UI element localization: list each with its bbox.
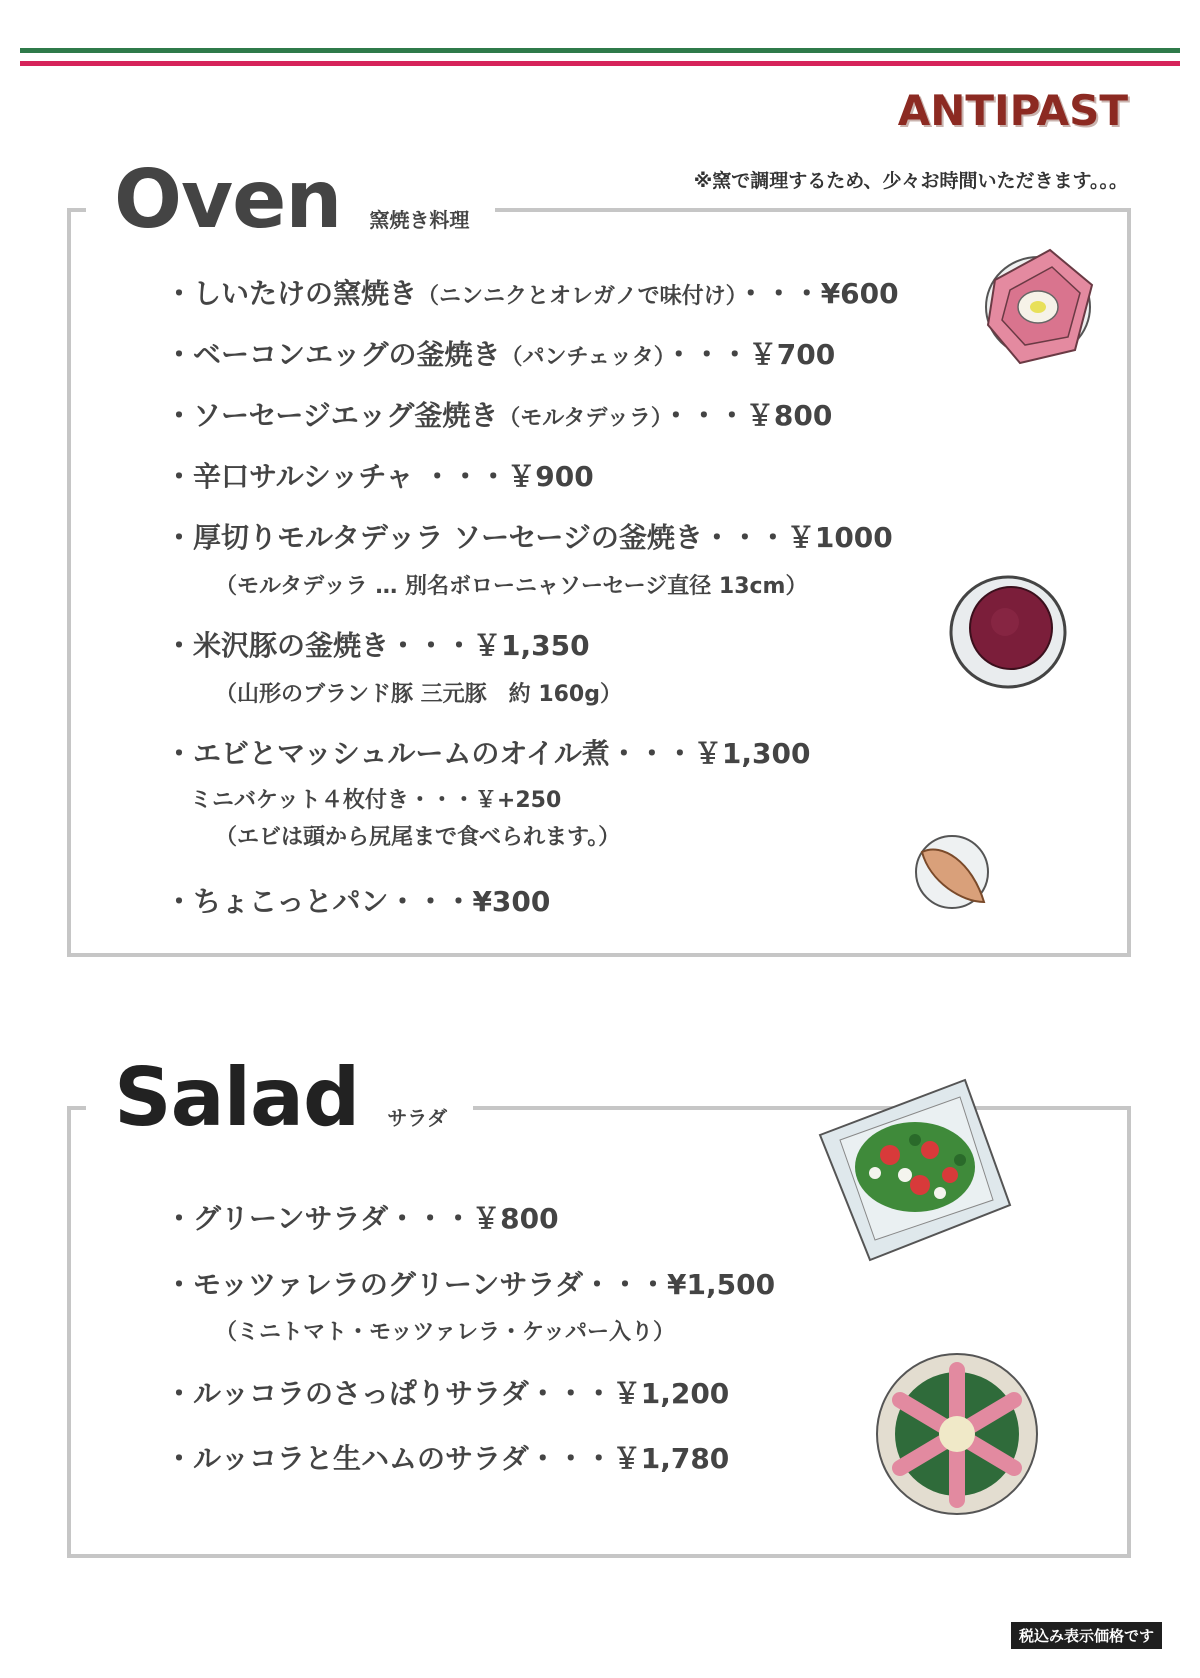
green-salad-icon — [815, 1075, 1015, 1265]
item-description: （パンチェッタ） — [500, 345, 665, 370]
item-price: ・・・¥600 — [736, 277, 899, 310]
menu-item: ・グリーンサラダ・・・￥800 — [165, 1202, 559, 1235]
salad-section-heading — [86, 1051, 473, 1144]
menu-item: ・米沢豚の釜焼き・・・￥1,350 — [165, 629, 590, 662]
arugula-ham-salad-icon — [872, 1350, 1042, 1518]
item-name: ・ベーコンエッグの釜焼き — [165, 338, 501, 371]
header-red-stripe — [20, 61, 1180, 66]
sausage-plate-icon — [947, 572, 1069, 692]
menu-item — [165, 272, 899, 312]
item-note: （モルタデッラ … 別名ボローニャソーセージ直径 13cm） — [215, 574, 808, 599]
item-note: （山形のブランド豚 三元豚 約 160g） — [215, 682, 622, 707]
menu-item: ・厚切りモルタデッラ ソーセージの釜焼き・・・￥1000 — [165, 521, 893, 554]
bread-icon — [912, 832, 994, 914]
oven-subtitle: 窯焼き料理 — [369, 208, 470, 232]
item-name: ・ソーセージエッグ釜焼き — [165, 399, 499, 432]
item-note: （エビは頭から尻尾まで食べられます。） — [215, 825, 621, 850]
page-title: ANTIPAST — [897, 86, 1128, 135]
cooking-time-notice: ※窯で調理するため、少々お時間いただきます。。。 — [693, 170, 1128, 192]
item-description: （モルタデッラ） — [498, 406, 662, 431]
item-description: （ニンニクとオレガノで味付け） — [417, 284, 737, 309]
item-price: ・・・￥700 — [664, 338, 836, 371]
item-name: ・しいたけの窯焼き — [165, 277, 418, 310]
salad-subtitle: サラダ — [387, 1106, 448, 1130]
item-price: ・・・￥800 — [661, 399, 833, 432]
menu-item: ・ルッコラのさっぱりサラダ・・・￥1,200 — [165, 1377, 730, 1410]
salad-title: Salad — [114, 1051, 360, 1144]
menu-item — [165, 394, 832, 434]
menu-item: ・モッツァレラのグリーンサラダ・・・¥1,500 — [165, 1268, 776, 1301]
menu-item — [165, 333, 835, 373]
item-option: ミニバケット４枚付き・・・￥+250 — [190, 788, 562, 813]
menu-item: ・ルッコラと生ハムのサラダ・・・￥1,780 — [165, 1442, 730, 1475]
tax-included-badge: 税込み表示価格です — [1011, 1622, 1162, 1649]
menu-item: ・エビとマッシュルームのオイル煮・・・￥1,300 — [165, 737, 811, 770]
mushroom-dish-icon — [980, 245, 1100, 370]
item-note: （ミニトマト・モッツァレラ・ケッパー入り） — [215, 1320, 676, 1345]
header-green-stripe — [20, 48, 1180, 53]
menu-item: ・ちょこっとパン・・・¥300 — [165, 885, 551, 918]
oven-title: Oven — [114, 153, 342, 246]
oven-section-heading — [86, 153, 495, 246]
menu-item: ・辛口サルシッチャ ・・・￥900 — [165, 460, 594, 493]
